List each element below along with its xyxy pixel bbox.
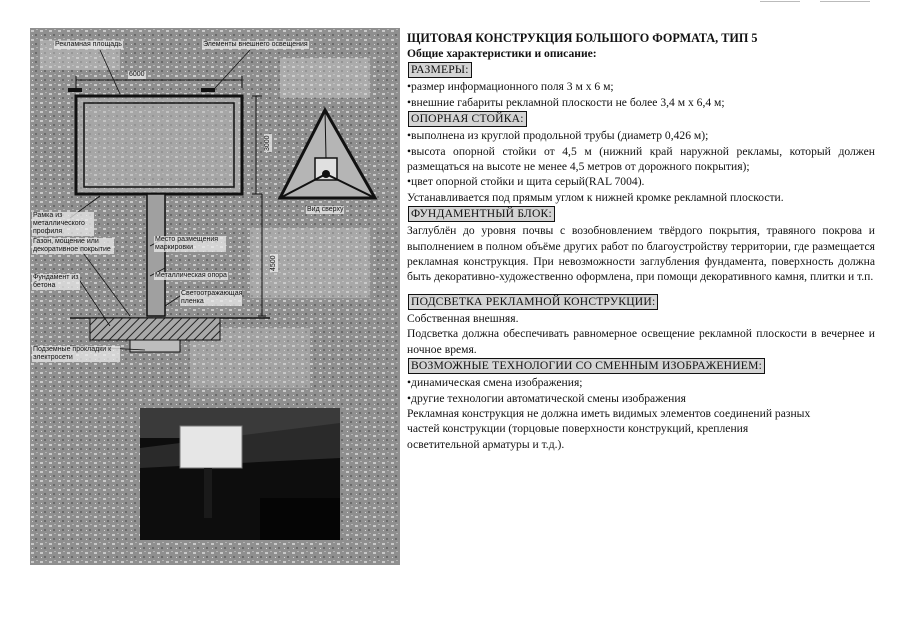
label-underground: Подземные прокладки к электросети [32, 346, 120, 362]
lighting-item: Собственная внешняя. [407, 311, 519, 325]
heading-sizes: РАЗМЕРЫ: [408, 62, 472, 78]
label-foundation-concrete: Фундамент из бетона [33, 274, 79, 289]
technologies-item: •динамическая смена изображения; [407, 376, 583, 390]
photo-billboard-face [180, 426, 242, 468]
label-width-dimension: 6000 [129, 71, 145, 78]
foundation-text: Заглублён до уровня почвы с возобновлением твёрдого покрытия, травяного покрова и выполнением в полном объёме других работ по благоустройству территории, где размещается рекламная конструкция. При невозможности заглубления фундамента, поверхность должна быть декоративно-художественно оформлена, при помощи декоративного камня, плитки и т.п. [407, 224, 875, 284]
label-pipe-profile: Рамка из металлического профиля [32, 212, 94, 236]
label-support-height: 4500 [270, 255, 277, 271]
illustration-panel [30, 28, 400, 565]
support-item: •цвет опорной стойки и щита серый(RAL 7004). [407, 175, 645, 189]
label-metal-support: Металлическая опора [155, 272, 227, 279]
label-height-dimension: 3000 [264, 135, 271, 151]
support-item: Устанавливается под прямым углом к нижней кромке рекламной плоскости. [407, 190, 784, 204]
scan-mark [760, 1, 800, 2]
label-decorative-coating: Газон, мощение или декоративное покрытие [32, 238, 114, 254]
scan-mark [820, 1, 870, 2]
description-column [407, 30, 875, 452]
label-light-reflective: Светоотражающая пленка [181, 290, 243, 305]
sizes-item: •размер информационного поля 3 м х 6 м; [407, 80, 614, 94]
closing-line: частей конструкции (торцовые поверхности конструкций, крепления [407, 422, 749, 436]
support-item: •высота опорной стойки от 4,5 м (нижний край наружной рекламы, который должен размещаться на высоте не менее 4,5 метров от дорожного покрытия); [407, 144, 875, 174]
closing-line: Рекламная конструкция не должна иметь видимых элементов соединений разных [407, 406, 811, 420]
lamp-icon [68, 88, 82, 92]
label-lighting-elements: Элементы внешнего освещения [203, 41, 308, 48]
heading-foundation: ФУНДАМЕНТНЫЙ БЛОК: [408, 206, 555, 222]
heading-support: ОПОРНАЯ СТОЙКА: [408, 111, 527, 127]
support-item: •выполнена из круглой продольной трубы (диаметр 0,426 м); [407, 129, 709, 143]
document-title: ЩИТОВАЯ КОНСТРУКЦИЯ БОЛЬШОГО ФОРМАТА, ТИП 5 [407, 31, 758, 45]
label-top-view: Вид сверху [307, 206, 344, 213]
closing-line: осветительной арматуры и т.д.). [407, 437, 565, 451]
label-marking-place: Место размещения маркировки [154, 236, 226, 252]
technologies-item: •другие технологии автоматической смены изображения [407, 391, 686, 405]
lamp-icon [201, 88, 215, 92]
label-ad-area: Рекламная площадь [55, 41, 122, 48]
support-pole [147, 194, 165, 316]
document-subtitle: Общие характеристики и описание: [407, 47, 597, 60]
heading-lighting: ПОДСВЕТКА РЕКЛАМНОЙ КОНСТРУКЦИИ: [408, 294, 658, 310]
lighting-item: Подсветка должна обеспечивать равномерное освещение рекламной плоскости в вечернее и ночное время. [407, 327, 875, 356]
foundation-block [90, 318, 220, 340]
billboard-face [76, 96, 242, 194]
heading-technologies: ВОЗМОЖНЫЕ ТЕХНОЛОГИИ СО СМЕННЫМ ИЗОБРАЖЕНИЕМ: [408, 358, 765, 374]
sizes-item: •внешние габариты рекламной плоскости не более 3,4 м х 6,4 м; [407, 95, 725, 109]
